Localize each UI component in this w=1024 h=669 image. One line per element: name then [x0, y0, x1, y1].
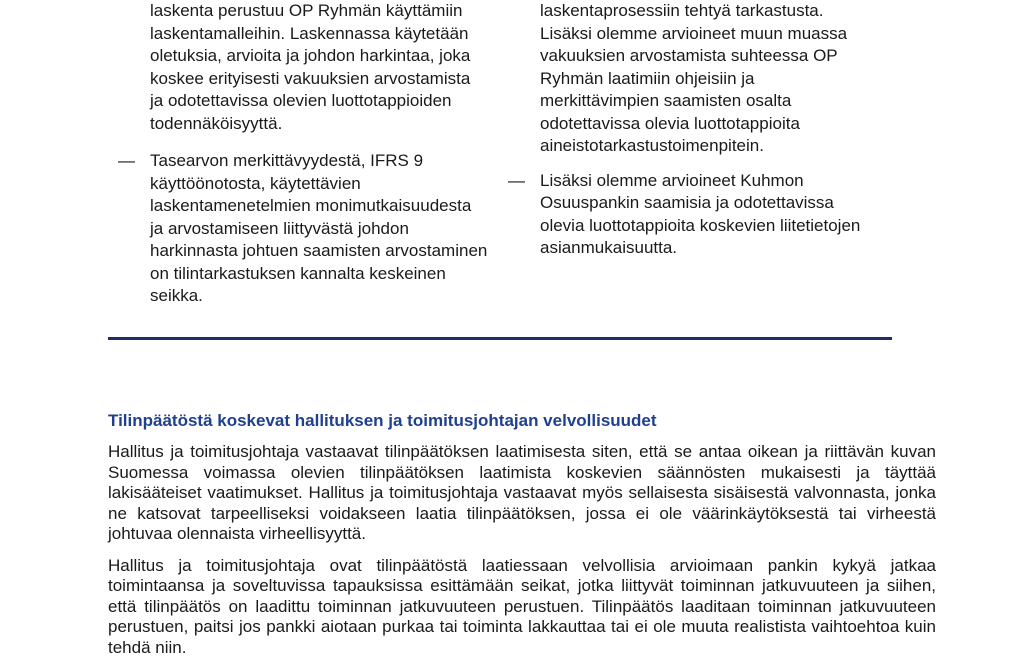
- left-continued-text: laskenta perustuu OP Ryhmän käyttämiin laskentamalleihin. Laskennassa käytetään oletuksia, arvioita ja johdon harkintaa, joka koskee erityisesti vakuuksien arvostamista ja odotettavissa olevien luottotappioiden todennäköisyyttä.: [150, 1, 471, 133]
- right-continued-text: laskentaprosessiin tehtyä tarkastusta. Lisäksi olemme arvioineet muun muassa vakuuksien arvostamista suhteessa OP Ryhmän laatimiin ohjeisiin ja merkittävimpien saamisten osalta odotettavissa olevia luottotappioita aineistotarkastustoimenpitein.: [540, 1, 848, 155]
- right-bullet-text: Lisäksi olemme arvioineet Kuhmon Osuuspankin saamisia ja odotettavissa olevia luottotappioita koskevien liitetietojen asianmukaisuutta.: [540, 170, 861, 257]
- dash-bullet-marker: —: [508, 170, 525, 190]
- left-bullet-text: Tasearvon merkittävyydestä, IFRS 9 käyttöönotosta, käytettävien laskentamenetelmien monimutkaisuudesta ja arvostamiseen liittyvästä johdon harkinnasta johtuen saamisten arvostaminen on tilintarkastuksen kannalta keskeinen seikka.: [150, 151, 488, 305]
- responsibilities-section: [108, 410, 936, 669]
- left-bullet-item: [118, 150, 488, 308]
- right-column: [508, 0, 878, 260]
- right-bullet-item: [508, 170, 878, 260]
- section-paragraph-2: Hallitus ja toimitusjohtaja ovat tilinpäätöstä laatiessaan velvollisia arvioimaan pankin kykyä jatkaa toimintaansa ja soveltuvissa tapauksissa esittämään seikat, jotka liittyvät toiminnan jatkuvuuteen ja siihen, että tilinpäätös on laadittu toiminnan jatkuvuuteen perustuen. Tilinpäätös laaditaan toiminnan jatkuvuuteen perustuen, paitsi jos pankki aiotaan purkaa tai toiminta lakkauttaa tai ei ole muuta realistista vaihtoehtoa kuin tehdä niin.: [108, 555, 936, 657]
- section-heading: Tilinpäätöstä koskevat hallituksen ja toimitusjohtajan velvollisuudet: [108, 411, 657, 430]
- dash-bullet-marker: —: [118, 151, 135, 170]
- section-paragraph-1: Hallitus ja toimitusjohtaja vastaavat tilinpäätöksen laatimisesta siten, että se antaa oikean ja riittävän kuvan Suomessa voimassa olevien tilinpäätöksen laatimista koskevien säännösten mukaisesti ja täyttää lakisääteiset vaatimukset. Hallitus ja toimitusjohtaja vastaavat myös sellaisesta sisäisestä valvonnasta, jonka ne katsovat tarpeelliseksi voidakseen laatia tilinpäätöksen, jossa ei ole väärinkäytöksestä tai virheestä johtuvaa olennaista virheellisyyttä.: [108, 442, 936, 543]
- left-column: [118, 0, 488, 308]
- section-divider: [108, 337, 892, 340]
